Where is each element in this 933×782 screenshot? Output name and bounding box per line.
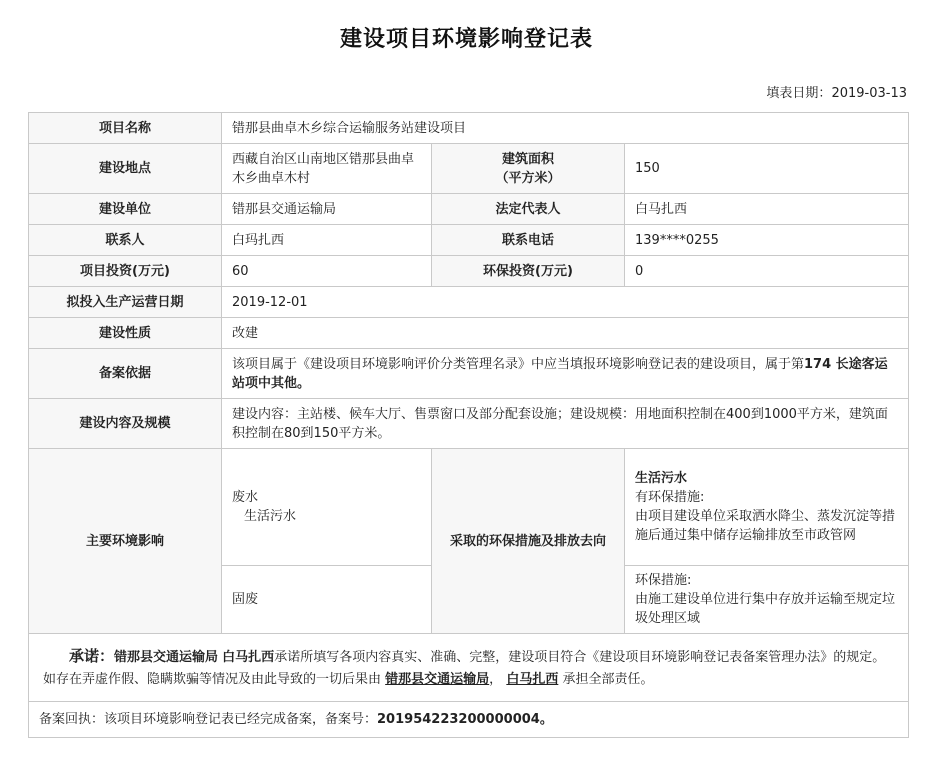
fill-date (766, 82, 907, 101)
registration-table (28, 112, 909, 738)
phone-value: 139****0255 (625, 225, 909, 256)
table-row (29, 399, 909, 449)
basis-value (222, 349, 909, 399)
content-value: 建设内容：主站楼、候车大厅、售票窗口及部分配套设施；建设规模：用地面积控制在400到1000平方米，建筑面积控制在80到150平方米。 (222, 399, 909, 449)
legal-rep-label: 法定代表人 (432, 194, 625, 225)
env-investment-value: 0 (625, 256, 909, 287)
table-row (29, 318, 909, 349)
basis-item-number: 174 (804, 356, 832, 372)
table-row (29, 702, 909, 738)
nature-value: 改建 (222, 318, 909, 349)
start-date-value: 2019-12-01 (222, 287, 909, 318)
table-row (29, 225, 909, 256)
table-row (29, 256, 909, 287)
nature-label: 建设性质 (29, 318, 222, 349)
table-row (29, 113, 909, 144)
legal-rep-value: 白马扎西 (625, 194, 909, 225)
unit-label: 建设单位 (29, 194, 222, 225)
promise-unit: 错那县交通运输局 (114, 649, 219, 665)
table-row (29, 349, 909, 399)
unit-value: 错那县交通运输局 (222, 194, 432, 225)
impact-label: 主要环境影响 (29, 449, 222, 634)
solid-title: 固废 (232, 592, 259, 607)
floor-area-label-line1: 建筑面积 (501, 151, 554, 167)
project-name-label: 项目名称 (29, 113, 222, 144)
promise-unit2: 错那县交通运输局 (385, 671, 490, 687)
basis-item-name: 长途客运站项中其他。 (232, 356, 888, 391)
wastewater-measure-title: 生活污水 (635, 471, 688, 486)
promise-person: 白马扎西 (222, 649, 275, 665)
basis-label: 备案依据 (29, 349, 222, 399)
basis-text: 该项目属于《建设项目环境影响评价分类管理名录》中应当填报环境影响登记表的建设项目，属于第 (232, 356, 805, 372)
location-value: 西藏自治区山南地区错那县曲卓木乡曲卓木村 (222, 144, 432, 194)
investment-value: 60 (222, 256, 432, 287)
wastewater-sub: 生活污水 (244, 509, 297, 524)
promise-text2: 承担全部责任。 (562, 671, 654, 687)
wastewater-measure-cell (625, 449, 909, 566)
wastewater-cell (222, 449, 432, 566)
table-row (29, 194, 909, 225)
project-name-value: 错那县曲卓木乡综合运输服务站建设项目 (222, 113, 909, 144)
solid-measure-line1: 环保措施: (635, 573, 692, 588)
contact-value: 白玛扎西 (222, 225, 432, 256)
promise-text1: 承诺所填写各项内容真实、准确、完整，建设项目符合《建设项目环境影响登记表备案管理办法》的规定。如存在弄虚作假、隐瞒欺骗等情况及由此导致的一切后果由 (43, 649, 886, 687)
promise-key: 承诺： (69, 646, 115, 665)
receipt-cell (29, 702, 909, 738)
wastewater-measure-line1: 有环保措施: (635, 490, 705, 505)
solid-measure-line2: 由施工建设单位进行集中存放并运输至规定垃圾处理区域 (635, 592, 896, 626)
table-row (29, 634, 909, 702)
solid-cell (222, 566, 432, 634)
receipt-text: 备案回执：该项目环境影响登记表已经完成备案，备案号： (39, 712, 378, 727)
phone-label: 联系电话 (432, 225, 625, 256)
promise-sep: ， (489, 671, 503, 687)
investment-label: 项目投资(万元) (29, 256, 222, 287)
content-label: 建设内容及规模 (29, 399, 222, 449)
contact-label: 联系人 (29, 225, 222, 256)
page-title: 建设项目环境影响登记表 (339, 27, 593, 52)
floor-area-value: 150 (625, 144, 909, 194)
location-label: 建设地点 (29, 144, 222, 194)
start-date-label: 拟投入生产运营日期 (29, 287, 222, 318)
wastewater-title: 废水 (232, 490, 259, 505)
promise-person2: 白马扎西 (506, 671, 559, 687)
receipt-number: 201954223200000004。 (377, 712, 553, 727)
table-row (29, 144, 909, 194)
env-investment-label: 环保投资(万元) (432, 256, 625, 287)
floor-area-label (432, 144, 625, 194)
fill-date-value: 2019-03-13 (831, 86, 907, 101)
floor-area-label-line2: （平方米） (495, 170, 561, 186)
table-row (29, 287, 909, 318)
measures-label: 采取的环保措施及排放去向 (432, 449, 625, 634)
table-row (29, 449, 909, 566)
fill-date-label: 填表日期： (766, 86, 832, 101)
solid-measure-cell (625, 566, 909, 634)
wastewater-measure-line2: 由项目建设单位采取洒水降尘、蒸发沉淀等措施后通过集中储存运输排放至市政管网 (635, 509, 896, 543)
promise-cell (29, 634, 909, 702)
